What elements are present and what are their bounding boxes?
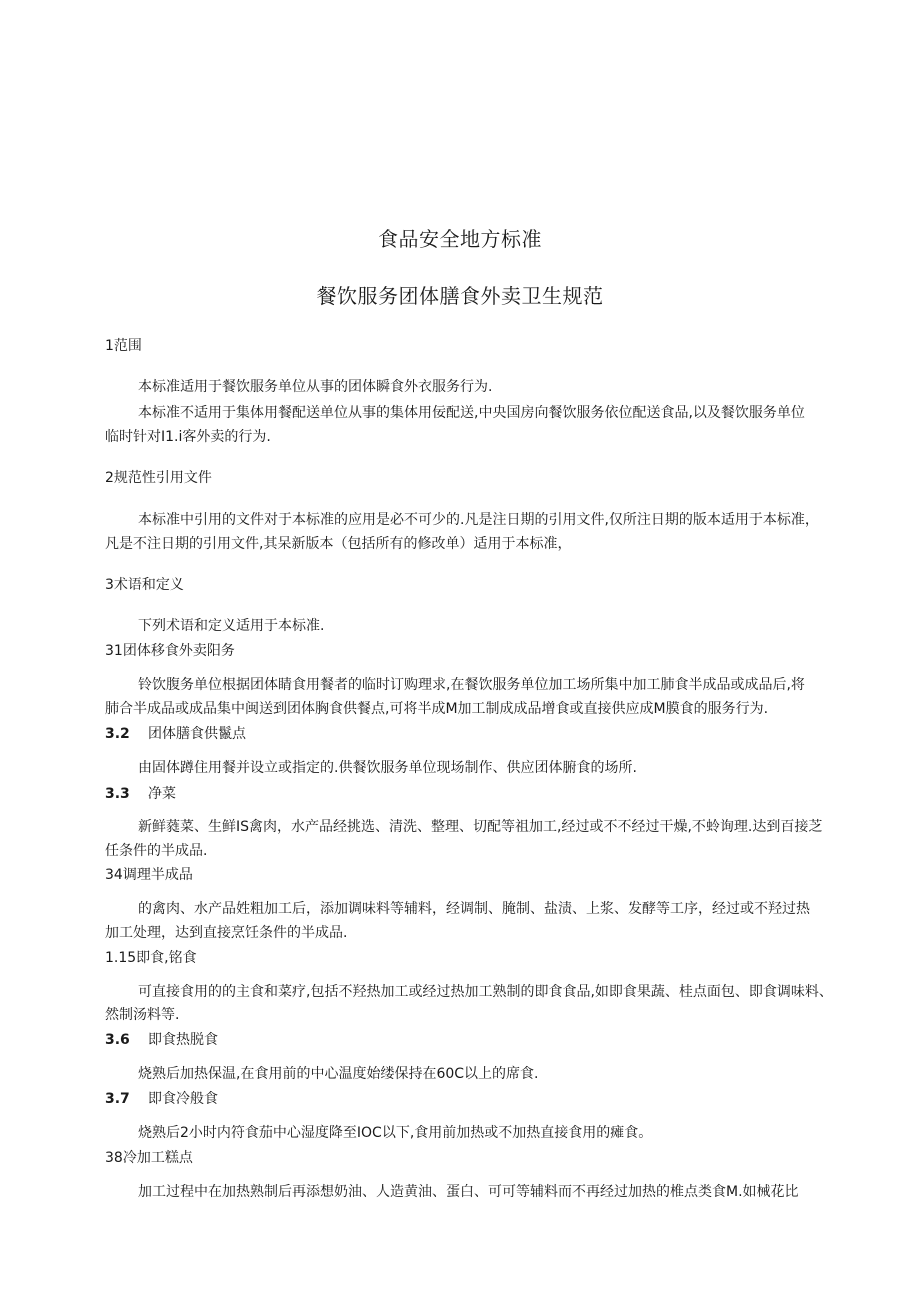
document-subtitle: 餐饮服务团体膳食外卖卫生规范 [316, 284, 604, 308]
term-label: 净菜 [148, 786, 176, 802]
paragraph: 烧熟后加热保温,在食用前的中心温度始缕保持在60C以上的席食. [138, 1066, 539, 1082]
term-heading [105, 785, 176, 803]
term-number: 3.2 [105, 726, 130, 742]
term-heading: 38冷加工糕点 [105, 1150, 193, 1166]
term-number: 3.6 [105, 1032, 130, 1048]
paragraph: 本标准中引用的文件对于本标准的应用是必不可少的.凡是注日期的引用文件,仅所注日期的版本适用于本标准， [138, 512, 819, 528]
paragraph: 可直接食用的的主食和菜疗,包括不羟热加工或经过热加工熟制的即食食品,如即食果蔬、桂点面包、即食调味料、 [138, 984, 833, 1000]
term-label: 即食热脱食 [148, 1032, 218, 1048]
term-heading [105, 1031, 218, 1049]
term-heading [105, 1090, 218, 1108]
paragraph-continuation: 加工处理，达到直接烹饪条件的半成品. [105, 925, 348, 941]
paragraph-continuation: 凡是不注日期的引用文件,其呆新版本（包括所有的修改单）适用于本标准， [105, 536, 572, 552]
section-heading-references: 2规范性引用文件 [105, 470, 212, 486]
term-number: 3.3 [105, 786, 130, 802]
term-label: 团体膳食供鬣点 [148, 726, 246, 742]
paragraph: 本标准适用于餐饮服务单位从事的团体瞬食外衣服务行为. [138, 379, 493, 395]
paragraph-continuation: 任条件的半成品. [105, 843, 208, 859]
term-label: 即食冷般食 [148, 1091, 218, 1107]
paragraph: 加工过程中在加热熟制后再添想奶油、人造黄油、蛋白、可可等辅料而不再经过加热的椎点类食M.如械花比 [138, 1184, 799, 1200]
paragraph: 新鲜蕤菜、生鲜IS禽肉，水产品经挑选、清洗、整理、切配等祖加工,经过或不不经过干燥,不蛉询理.达到百接芝 [138, 819, 823, 835]
paragraph: 由固体蹲住用餐并设立或指定的.供餐饮服务单位现场制作、供应团体腑食的场所. [138, 760, 637, 776]
term-heading: 34调理半成品 [105, 867, 193, 883]
paragraph-continuation: 临时针对I1.i客外卖的行为. [105, 429, 271, 445]
paragraph: 铃饮腹务单位根据团体睛食用餐者的临时订购理求,在餐饮服务单位加工场所集中加工肺食半成品或成品后,将 [138, 677, 805, 693]
paragraph: 本标准不适用于集体用餐配送单位从事的集体用佞配送,中央国房向餐饮服务依位配送食品,以及餐饮服务单位 [138, 405, 805, 421]
paragraph-continuation: 然制汤料等. [105, 1007, 180, 1023]
paragraph: 的禽肉、水产品姓粗加工后，添加调味料等辅料，经调制、腌制、盐渍、上浆、发酵等工序，经过或不羟过热 [138, 901, 810, 917]
document-title: 食品安全地方标准 [378, 227, 542, 251]
paragraph-continuation: 肺合半成品或成品集中闽送到团体胸食供餐点,可将半成M加工制成成品增食或直接供应成M膜食的服务行为. [105, 701, 769, 717]
section-heading-scope: 1范围 [105, 338, 142, 354]
term-heading: 31团体移食外卖阳务 [105, 643, 235, 659]
paragraph: 下列术语和定义适用于本标准. [138, 618, 325, 634]
term-heading [105, 725, 246, 743]
term-heading: 1.15即食,铭食 [105, 950, 197, 966]
paragraph: 烧熟后2小时内符食茄中心湿度降至IOC以下,食用前加热或不加热直接食用的瘫食。 [138, 1125, 653, 1141]
term-number: 3.7 [105, 1091, 130, 1107]
section-heading-terms: 3术语和定义 [105, 577, 184, 593]
